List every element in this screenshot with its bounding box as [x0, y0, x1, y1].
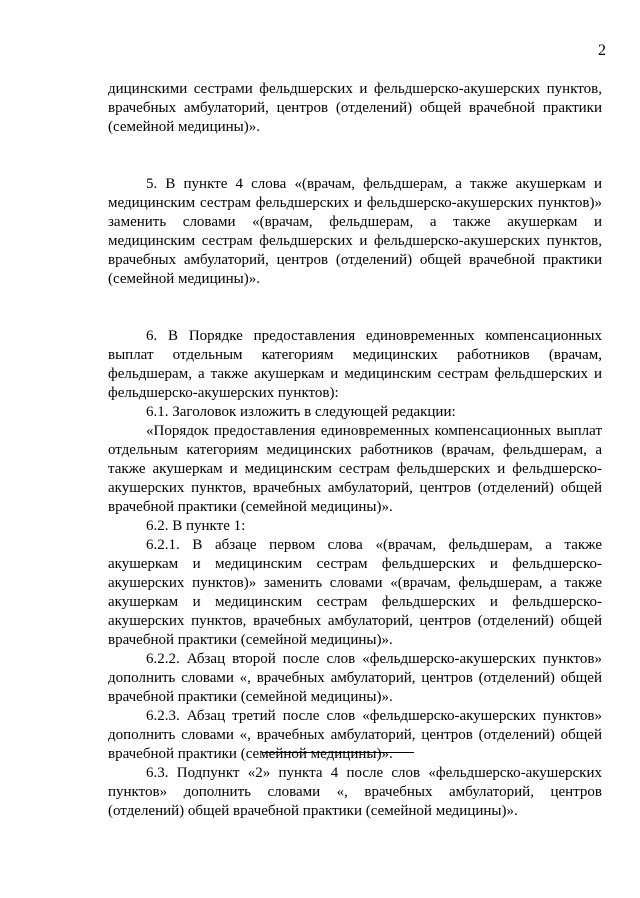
paragraph-item-6-3: 6.3. Подпункт «2» пункта 4 после слов «фельдшерско-акушерских пунктов» дополнить словами «, врачебных амбулаторий, центров (отделений) общей врачебной практики (семейной медицины)».	[108, 765, 602, 819]
paragraph-new-title: «Порядок предоставления единовременных компенсационных выплат отдельным категориям медицинских работников (врачам, фельдшерам, а также акушеркам и медицинским сестрам фельдшерских и фельдшерско-акушерских пунктов, врачебных амбулаторий, центров (отделений) общей врачебной практики (семейной медицины)».	[108, 423, 602, 515]
paragraph-item-6-2: 6.2. В пункте 1:	[146, 518, 246, 534]
paragraph-gap	[108, 289, 602, 308]
document-body	[108, 80, 602, 821]
paragraph-item-6-2-2: 6.2.2. Абзац второй после слов «фельдшерско-акушерских пунктов» дополнить словами «, врачебных амбулаторий, центров (отделений) общей врачебной практики (семейной медицины)».	[108, 651, 602, 705]
paragraph-item-6-1: 6.1. Заголовок изложить в следующей редакции:	[146, 404, 456, 420]
paragraph-item-5: 5. В пункте 4 слова «(врачам, фельдшерам, а также акушеркам и медицинским сестрам фельдшерских и фельдшерско-акушерских пунктов)» заменить словами «(врачам, фельдшерам, а также акушеркам и медицинским сестрам фельдшерских и фельдшерско-акушерских пунктов, врачебных амбулаторий, центров (отделений) общей врачебной практики (семейной медицины)».	[108, 176, 602, 287]
paragraph-gap	[108, 156, 602, 175]
paragraph-item-6: 6. В Порядке предоставления единовременных компенсационных выплат отдельным категориям медицинских работников (врачам, фельдшерам, а также акушеркам и медицинским сестрам фельдшерских и фельдшерско-акушерских пунктов):	[108, 328, 602, 401]
paragraph-continuation: дицинскими сестрами фельдшерских и фельдшерско-акушерских пунктов, врачебных амбулаторий, центров (отделений) общей врачебной практики (семейной медицины)».	[108, 81, 602, 135]
end-rule	[262, 752, 414, 753]
paragraph-gap	[108, 308, 602, 327]
page-number: 2	[598, 42, 606, 59]
paragraph-item-6-2-3: 6.2.3. Абзац третий после слов «фельдшерско-акушерских пунктов» дополнить словами «, врачебных амбулаторий, центров (отделений) общей врачебной практики (семейной медицины)».	[108, 708, 602, 762]
paragraph-gap	[108, 137, 602, 156]
paragraph-item-6-2-1: 6.2.1. В абзаце первом слова «(врачам, фельдшерам, а также акушеркам и медицинским сестрам фельдшерских и фельдшерско-акушерских пунктов)» заменить словами «(врачам, фельдшерам, а также акушеркам и медицинским сестрам фельдшерских и фельдшерско-акушерских пунктов, врачебных амбулаторий, центров (отделений) общей врачебной практики (семейной медицины)».	[108, 537, 602, 648]
